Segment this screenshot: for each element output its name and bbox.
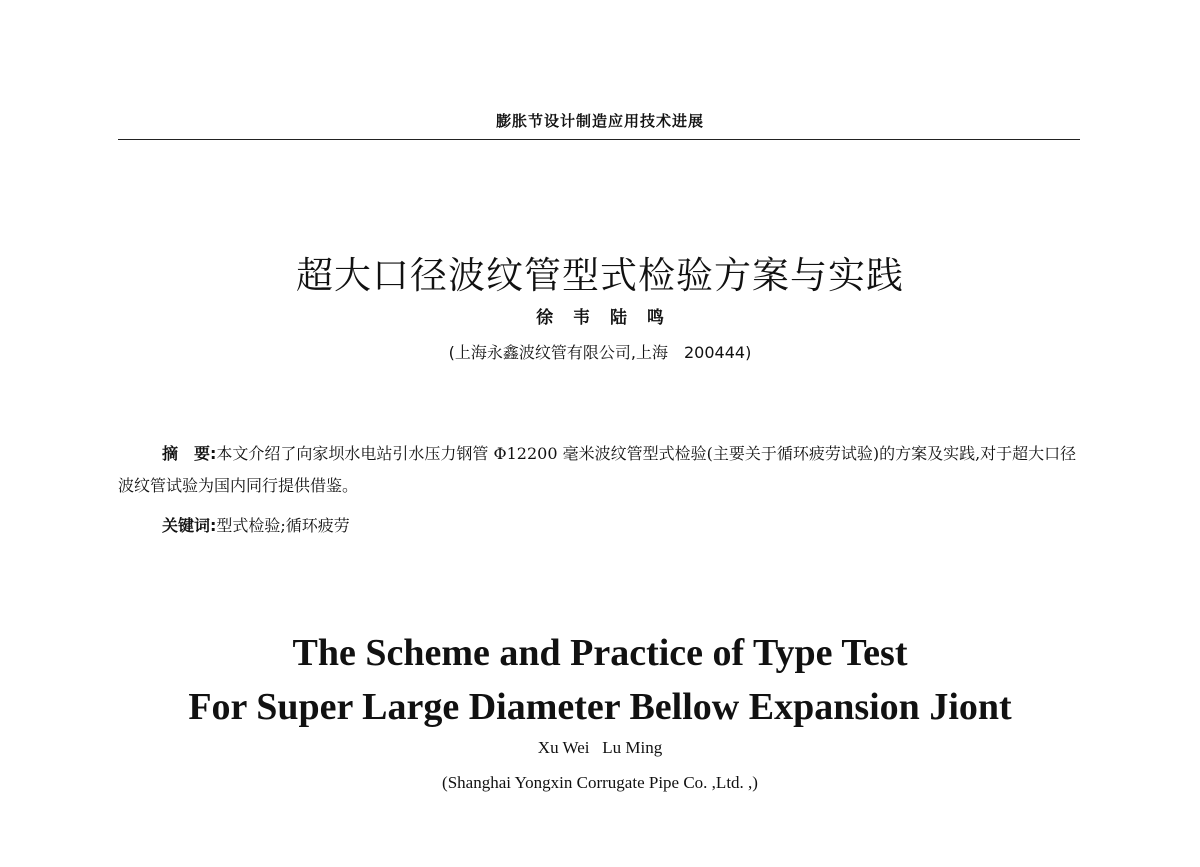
abstract-label: 摘 要: [162,444,217,463]
english-title [0,626,1200,734]
keywords-label: 关键词: [162,516,217,535]
english-authors: Xu Wei Lu Ming [537,738,663,757]
chinese-title: 超大口径波纹管型式检验方案与实践 [296,254,904,297]
running-header: 膨胀节设计制造应用技术进展 [495,112,704,130]
english-title-line-2: For Super Large Diameter Bellow Expansion Jiont [188,686,1012,728]
keywords [162,510,350,542]
chinese-authors: 徐 韦 陆 鸣 [536,308,664,328]
english-affiliation: (Shanghai Yongxin Corrugate Pipe Co. ,Ltd. ,) [442,773,758,792]
english-title-line-1: The Scheme and Practice of Type Test [292,632,908,674]
abstract [118,438,1084,502]
keywords-text: 型式检验;循环疲劳 [216,516,350,535]
chinese-affiliation: (上海永鑫波纹管有限公司,上海 200444) [448,343,752,362]
abstract-text: 本文介绍了向家坝水电站引水压力钢管 Φ12200 毫米波纹管型式检验(主要关于循环疲劳试验)的方案及实践,对于超大口径波纹管试验为国内同行提供借鉴。 [118,444,1077,495]
header-rule [118,139,1080,140]
